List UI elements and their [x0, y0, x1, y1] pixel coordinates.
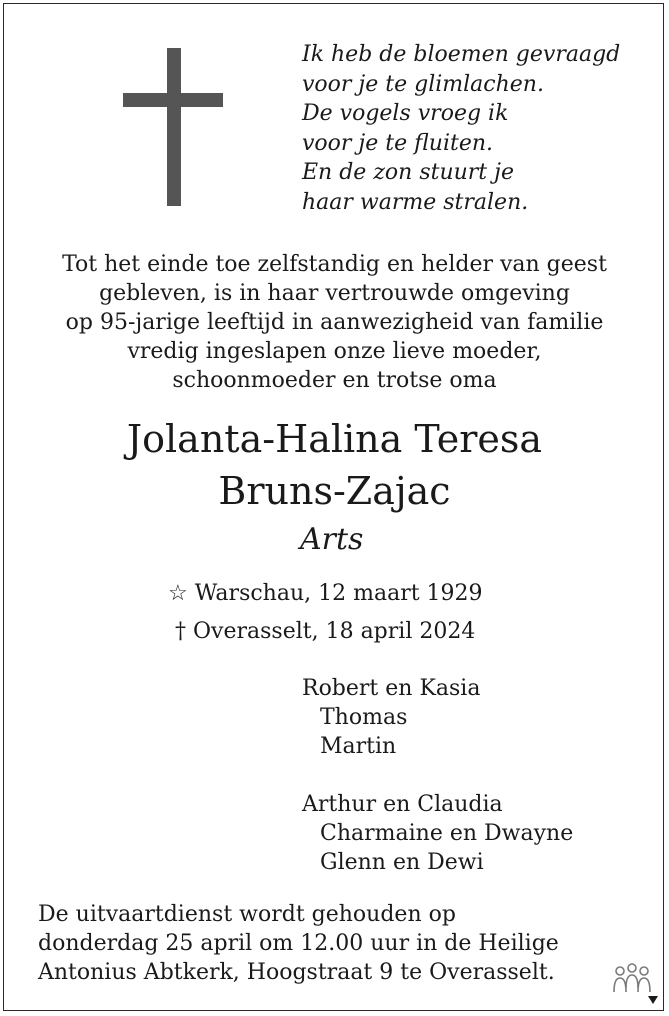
family-child: Thomas	[320, 705, 408, 730]
people-group-icon[interactable]	[610, 962, 660, 1008]
deceased-title: Arts	[300, 522, 364, 557]
poem-line: En de zon stuurt je	[302, 160, 514, 185]
service-line: De uitvaartdienst wordt gehouden op	[38, 902, 456, 927]
family-parents: Arthur en Claudia	[302, 792, 503, 817]
poem-line: De vogels vroeg ik	[302, 101, 509, 126]
intro-line: op 95-jarige leeftijd in aanwezigheid van familie	[65, 310, 604, 335]
intro-text	[0, 250, 669, 395]
dagger-icon: †	[175, 619, 186, 644]
intro-line: schoonmoeder en trotse oma	[172, 368, 497, 393]
family-group-1	[302, 674, 480, 761]
death-date	[175, 618, 475, 646]
service-line: Antonius Abtkerk, Hoogstraat 9 te Overasselt.	[38, 960, 555, 985]
family-child: Charmaine en Dwayne	[320, 821, 574, 846]
deceased-name-line2: Bruns-Zajac	[218, 469, 451, 513]
poem-line: Ik heb de bloemen gevraagd	[302, 42, 621, 67]
poem-line: voor je te glimlachen.	[302, 71, 544, 97]
birth-text: Warschau, 12 maart 1929	[194, 581, 483, 606]
intro-line: vredig ingeslapen onze lieve moeder,	[127, 339, 542, 364]
poem-line: voor je te fluiten.	[302, 130, 494, 156]
service-line: donderdag 25 april om 12.00 uur in de Heilige	[38, 931, 559, 956]
death-text: Overasselt, 18 april 2024	[193, 619, 476, 644]
family-child: Martin	[320, 734, 397, 759]
cross-icon	[123, 48, 223, 206]
service-info	[38, 900, 559, 987]
family-parents: Robert en Kasia	[302, 676, 481, 701]
birth-date	[168, 580, 483, 608]
intro-line: Tot het einde toe zelfstandig en helder van geest	[62, 252, 607, 277]
poem-line: haar warme stralen.	[302, 189, 529, 215]
poem	[302, 40, 620, 217]
deceased-name-line1: Jolanta-Halina Teresa	[126, 417, 543, 461]
family-group-2	[302, 790, 573, 877]
star-icon: ☆	[168, 581, 188, 606]
intro-line: gebleven, is in haar vertrouwde omgeving	[99, 281, 570, 306]
family-child: Glenn en Dewi	[320, 850, 484, 875]
